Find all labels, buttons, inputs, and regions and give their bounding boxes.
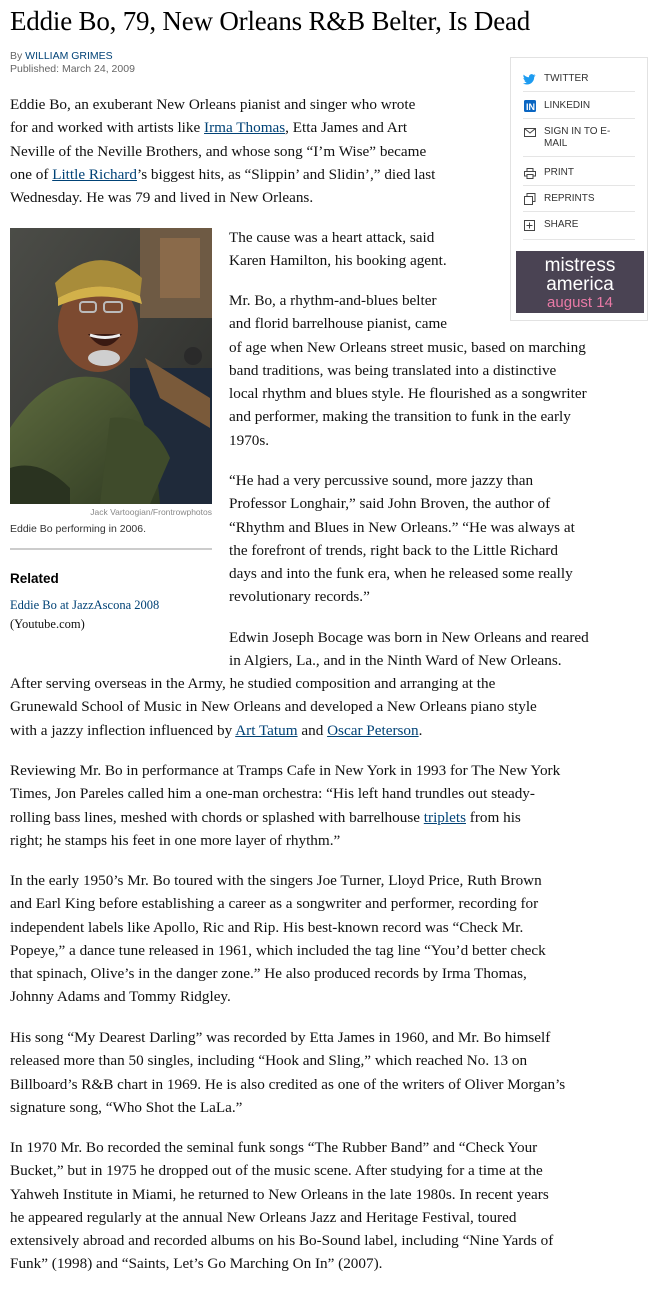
- share-button[interactable]: [523, 219, 635, 231]
- svg-text:in: in: [525, 102, 535, 112]
- triplets-link[interactable]: triplets: [423, 808, 466, 826]
- share-label: SHARE: [544, 219, 579, 230]
- caption-divider: [10, 548, 212, 550]
- envelope-icon: [523, 126, 536, 138]
- ad-line-3: august 14: [547, 294, 613, 311]
- paragraph-7: In the early 1950’s Mr. Bo toured with the singers Joe Turner, Lloyd Price, Ruth Brown and Earl King before establishing a career as a songwriter and performer, recording for independent labels like Apollo, Ric and Rip. His best-known record was “Check Mr. Popeye,” a dance tune released in 1961, which included the tag line “You’d better check that spinach, Olive’s in the danger zone.” He also produced records by Irma Thomas, Johnny Adams and Tommy Ridgley.: [10, 872, 546, 1006]
- paragraph-2: The cause was a heart attack, said Karen Hamilton, his booking agent.: [229, 229, 447, 270]
- twitter-button[interactable]: [523, 73, 635, 85]
- twitter-label: TWITTER: [544, 73, 589, 84]
- headline: Eddie Bo, 79, New Orleans R&B Belter, Is Dead: [10, 6, 531, 36]
- paragraph-6: Reviewing Mr. Bo in performance at Tramps Cafe in New York in 1993 for The New York Times, Jon Pareles called him a one-man orchestra: “His left hand trundles out steady- rolling bass lines, meshed with chords or splashed with barrelhouse triplets from his right; he stamps his feet in one more layer of rhythm.”: [10, 762, 561, 849]
- paragraph-3: Mr. Bo, a rhythm-and-blues belter and florid barrelhouse pianist, came of age when New Orleans street music, based on marching band traditions, was being translated into a distinctive local rhythm and blues style. He flourished as a songwriter and performer, making the transition to funk in the early 1970s.: [229, 292, 587, 449]
- reprints-label: REPRINTS: [544, 193, 595, 204]
- linkedin-icon: [523, 100, 536, 112]
- toolbox-divider: [523, 211, 635, 212]
- paragraph-4: “He had a very percussive sound, more jazzy than Professor Longhair,” said John Broven, the author of “Rhythm and Blues in New Orleans.” “He was always at the forefront of trends, right back to the Little Richard days and into the funk era, when he released some really revolutionary records.”: [229, 472, 575, 606]
- paragraph-1: Eddie Bo, an exuberant New Orleans pianist and singer who wrote for and worked with artists like Irma Thomas, Etta James and Art Neville of the Neville Brothers, and whose song “I’m Wise” became one of Little Richard’s biggest hits, as “Slippin’ and Slidin’,” died last Wednesday. He was 79 and lived in New Orleans.: [10, 96, 436, 207]
- paragraph-5: After serving overseas in the Army, he studied composition and arranging at the Grunewald School of Music in New Orleans and developed a New Orleans piano style with a jazzy inflection influenced by Art Tatum and Oscar Peterson.: [10, 675, 537, 739]
- photo-caption: Eddie Bo performing in 2006.: [10, 523, 147, 535]
- byline: [10, 50, 135, 76]
- art-tatum-link[interactable]: Art Tatum: [235, 721, 298, 739]
- reprints-button[interactable]: [523, 193, 635, 205]
- eddie-bo-photo: [10, 228, 212, 504]
- little-richard-link[interactable]: Little Richard: [52, 165, 137, 183]
- toolbox-divider: [523, 156, 635, 157]
- toolbox-divider: [523, 118, 635, 119]
- related-item: [10, 596, 159, 634]
- oscar-peterson-link[interactable]: Oscar Peterson: [327, 721, 419, 739]
- share-plus-icon: [523, 219, 536, 231]
- linkedin-button[interactable]: [523, 100, 635, 112]
- print-button[interactable]: [523, 167, 635, 179]
- related-video-link[interactable]: Eddie Bo at JazzAscona 2008: [10, 598, 160, 612]
- toolbox-divider: [523, 239, 635, 240]
- ad-line-1: mistress: [544, 255, 616, 276]
- paragraph-8: His song “My Dearest Darling” was recorded by Etta James in 1960, and Mr. Bo himself released more than 50 singles, including “Hook and Sling,” which reached No. 13 on Billboard’s R&B chart in 1969. He is also credited as one of the writers of Oliver Morgan’s signature song, “Who Shot the LaLa.”: [10, 1029, 566, 1116]
- print-label: PRINT: [544, 167, 574, 178]
- paragraph-5-intro: Edwin Joseph Bocage was born in New Orleans and reared in Algiers, La., and in the Ninth Ward of New Orleans.: [229, 629, 589, 670]
- published-date: Published: March 24, 2009: [10, 63, 135, 75]
- email-button[interactable]: [523, 126, 635, 150]
- byline-prefix: By: [10, 50, 26, 62]
- reprints-icon: [523, 193, 536, 205]
- irma-thomas-link[interactable]: Irma Thomas: [204, 119, 286, 137]
- ad-line-2: america: [546, 274, 614, 295]
- related-source: (Youtube.com): [10, 617, 85, 631]
- email-label: SIGN IN TO E- MAIL: [544, 126, 611, 149]
- share-toolbox: [510, 57, 648, 321]
- related-heading: Related: [10, 571, 59, 586]
- photo-credit: Jack Vartoogian/Frontrowphotos: [90, 507, 212, 517]
- twitter-bird-icon: [523, 73, 536, 85]
- linkedin-label: LINKEDIN: [544, 100, 591, 111]
- printer-icon: [523, 167, 536, 179]
- author-link[interactable]: WILLIAM GRIMES: [25, 50, 113, 62]
- toolbox-divider: [523, 91, 635, 92]
- paragraph-9: In 1970 Mr. Bo recorded the seminal funk songs “The Rubber Band” and “Check Your Bucket,” but in 1975 he dropped out of the music scene. After studying for a time at the Yahweh Institute in Miami, he returned to New Orleans in the late 1980s. In recent years he appeared regularly at the annual New Orleans Jazz and Heritage Festival, toured extensively abroad and recorded albums on his Bo-Sound label, including “Nine Yards of Funk” (1998) and “Saints, Let’s Go Marching On In” (2007).: [10, 1139, 554, 1273]
- toolbox-divider: [523, 185, 635, 186]
- article-photo[interactable]: [10, 228, 212, 504]
